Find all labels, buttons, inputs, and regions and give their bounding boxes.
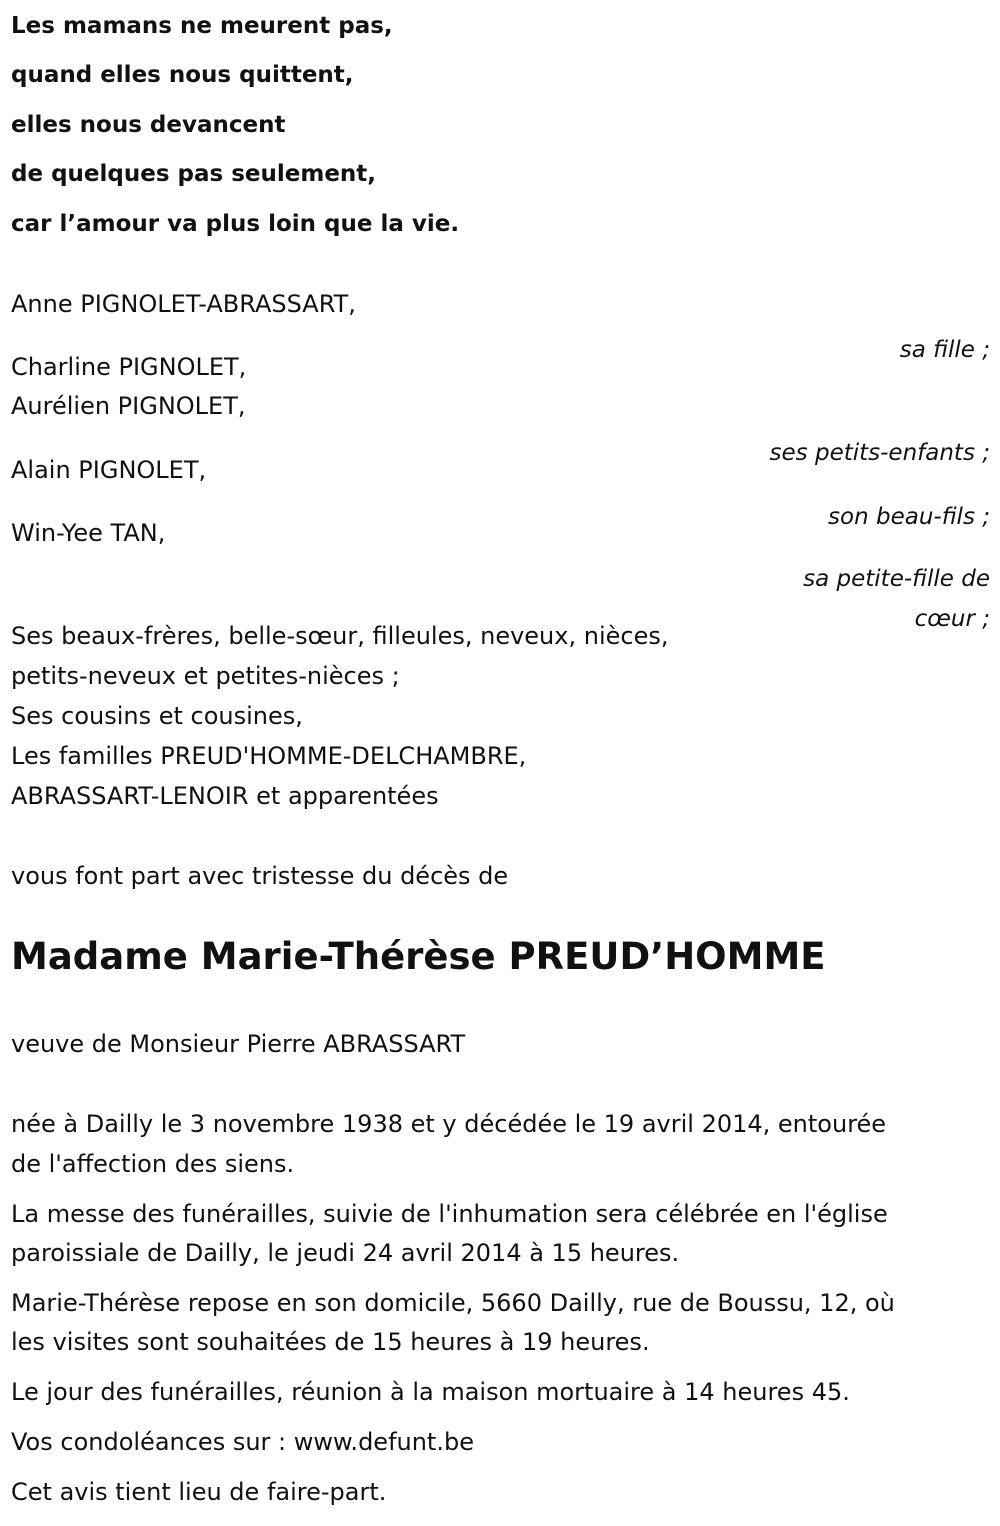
rest-line: Marie-Thérèse repose en son domicile, 5660 Dailly, rue de Boussu, 12, où — [11, 1289, 895, 1317]
poem-line: elles nous devancent — [11, 112, 286, 138]
deceased-name: Madame Marie-Thérèse PREUD’HOMME — [11, 935, 826, 978]
poem-line: de quelques pas seulement, — [11, 161, 377, 187]
extended-family-line: Ses beaux-frères, belle-sœur, filleules, neveux, nièces, — [11, 622, 669, 650]
announcement-intro: vous font part avec tristesse du décès de — [11, 862, 509, 890]
mass-line: La messe des funérailles, suivie de l'inhumation sera célébrée en l'église — [11, 1200, 888, 1228]
relation-daughter: sa fille ; — [899, 337, 990, 363]
extended-family-line: Ses cousins et cousines, — [11, 702, 303, 730]
relation-heart-granddaughter: sa petite-fille de — [803, 566, 990, 592]
widow-of: veuve de Monsieur Pierre ABRASSART — [11, 1030, 466, 1058]
family-member-alain: Alain PIGNOLET, — [11, 456, 207, 484]
family-member-winyee: Win-Yee TAN, — [11, 519, 166, 547]
family-member-charline: Charline PIGNOLET, — [11, 353, 247, 381]
poem-line: Les mamans ne meurent pas, — [11, 13, 393, 39]
rest-line: les visites sont souhaitées de 15 heures à 19 heures. — [11, 1328, 650, 1356]
poem-line: quand elles nous quittent, — [11, 62, 354, 88]
extended-family-line: ABRASSART-LENOIR et apparentées — [11, 782, 439, 810]
relation-grandchildren: ses petits-enfants ; — [769, 440, 990, 466]
condolences-line: Vos condoléances sur : www.defunt.be — [11, 1428, 474, 1456]
birth-death-line: née à Dailly le 3 novembre 1938 et y décédée le 19 avril 2014, entourée — [11, 1110, 887, 1138]
mass-line: paroissiale de Dailly, le jeudi 24 avril 2014 à 15 heures. — [11, 1239, 680, 1267]
family-member-aurelien: Aurélien PIGNOLET, — [11, 392, 246, 420]
relation-son-in-law: son beau-fils ; — [828, 504, 990, 530]
relation-heart-granddaughter-cont: cœur ; — [914, 606, 990, 632]
notice-line: Cet avis tient lieu de faire-part. — [11, 1478, 387, 1506]
extended-family-line: petits-neveux et petites-nièces ; — [11, 662, 400, 690]
birth-death-line: de l'affection des siens. — [11, 1150, 295, 1178]
funeral-day-line: Le jour des funérailles, réunion à la maison mortuaire à 14 heures 45. — [11, 1378, 850, 1406]
poem-line: car l’amour va plus loin que la vie. — [11, 211, 460, 237]
family-member-anne: Anne PIGNOLET-ABRASSART, — [11, 290, 356, 318]
extended-family-line: Les familles PREUD'HOMME-DELCHAMBRE, — [11, 742, 527, 770]
